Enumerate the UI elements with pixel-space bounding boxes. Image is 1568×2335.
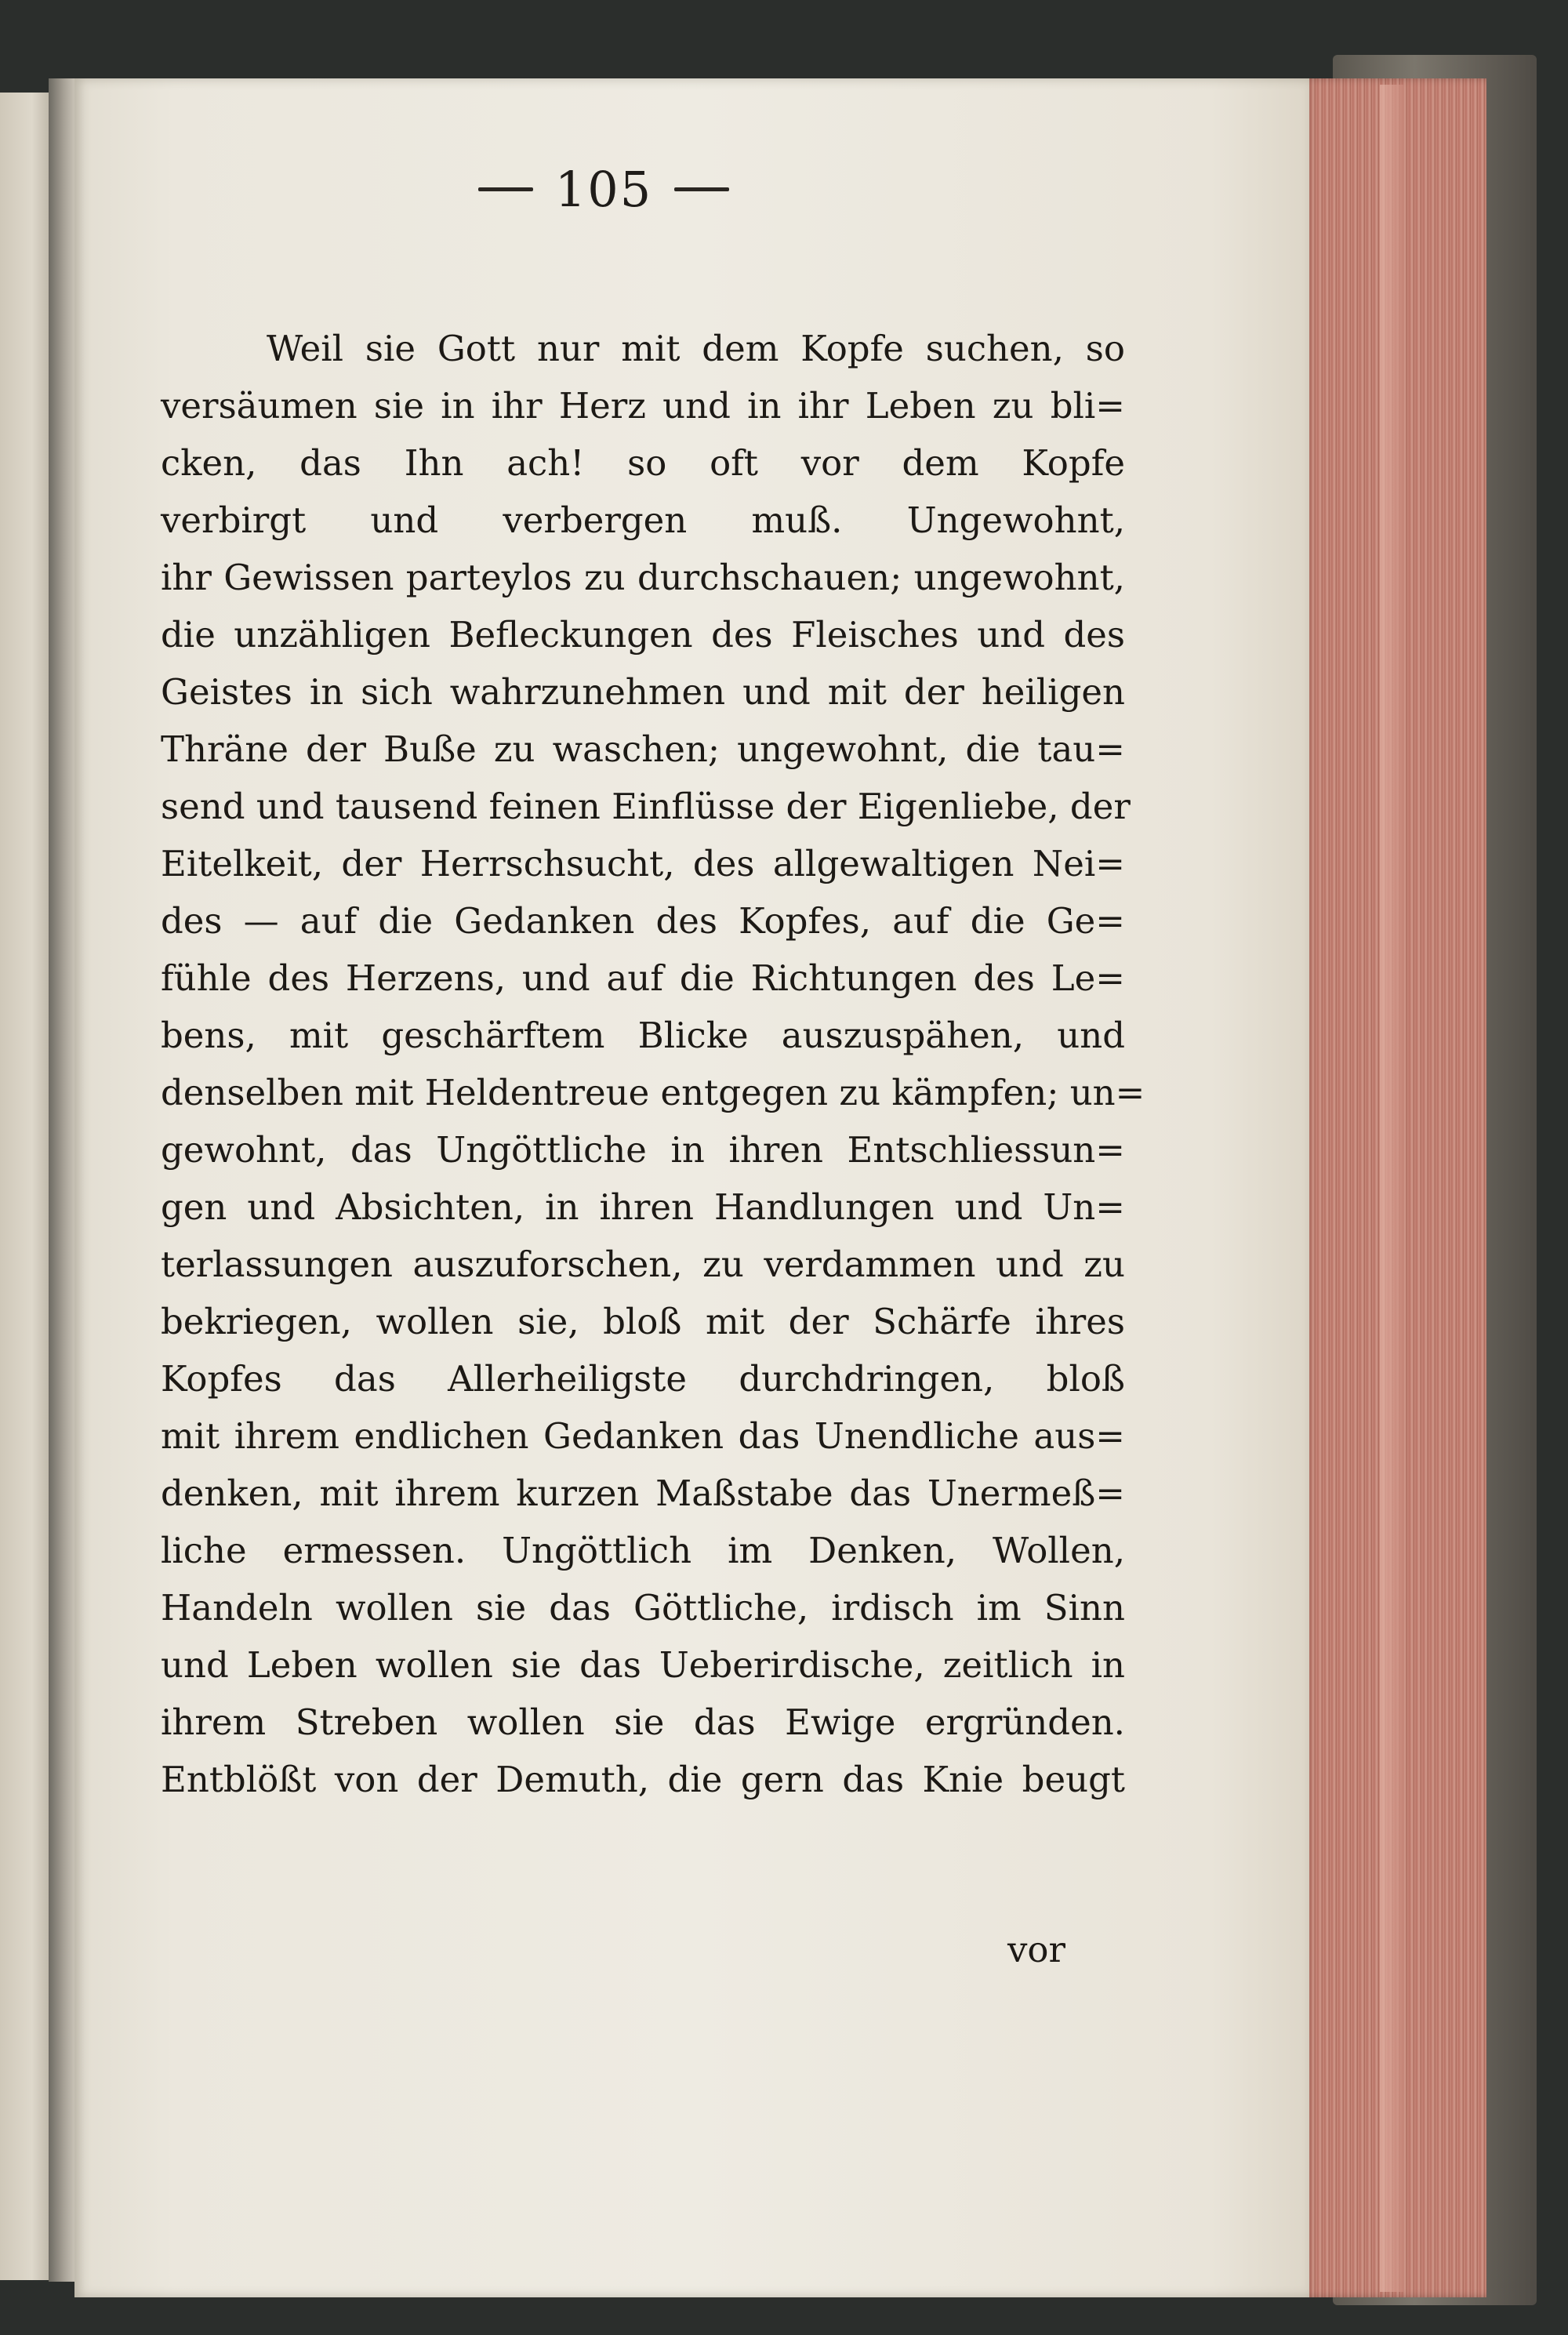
text-line: bekriegen, wollen sie, bloß mit der Schärfe ihres <box>161 1301 1125 1342</box>
catchword: vor <box>1007 1929 1066 1970</box>
text-line: und Leben wollen sie das Ueberirdische, zeitlich in <box>161 1644 1125 1686</box>
text-line: gen und Absichten, in ihren Handlungen und Un= <box>161 1186 1125 1228</box>
text-line: cken, das Ihn ach! so oft vor dem Kopfe <box>161 442 1125 484</box>
header-dash-left <box>478 187 533 191</box>
text-line: Weil sie Gott nur mit dem Kopfe suchen, so <box>267 328 1125 369</box>
page-edges-highlight <box>1380 85 1403 2292</box>
text-line: bens, mit geschärftem Blicke auszuspähen, und <box>161 1015 1125 1056</box>
text-line: Eitelkeit, der Herrschsucht, des allgewaltigen Nei= <box>161 843 1125 884</box>
text-line: Geistes in sich wahrzunehmen und mit der heiligen <box>161 671 1125 713</box>
text-line: Kopfes das Allerheiligste durchdringen, bloß <box>161 1358 1125 1400</box>
text-line: Thräne der Buße zu waschen; ungewohnt, die tau= <box>161 728 1125 770</box>
text-line: Handeln wollen sie das Göttliche, irdisch im Sinn <box>161 1587 1125 1629</box>
text-line: die unzähligen Befleckungen des Fleisches und des <box>161 614 1125 655</box>
text-line: denken, mit ihrem kurzen Maßstabe das Unermeß= <box>161 1473 1125 1514</box>
text-line: verbirgt und verbergen muß. Ungewohnt, <box>161 499 1125 541</box>
header-dash-right <box>674 187 729 191</box>
text-line: fühle des Herzens, und auf die Richtungen des Le= <box>161 957 1125 999</box>
text-line: terlassungen auszuforschen, zu verdammen und zu <box>161 1244 1125 1285</box>
text-line: mit ihrem endlichen Gedanken das Unendliche aus= <box>161 1415 1125 1457</box>
text-line: des — auf die Gedanken des Kopfes, auf die Ge= <box>161 900 1125 942</box>
facing-page-edge <box>0 93 53 2280</box>
text-line: ihrem Streben wollen sie das Ewige ergründen. <box>161 1701 1125 1743</box>
text-line: ihr Gewissen parteylos zu durchschauen; ungewohnt, <box>161 557 1125 598</box>
page-number: 105 <box>554 161 653 218</box>
body-text <box>161 320 1145 1808</box>
text-line: Entblößt von der Demuth, die gern das Knie beugt <box>161 1759 1125 1800</box>
text-line: gewohnt, das Ungöttliche in ihren Entschliessun= <box>161 1129 1125 1171</box>
text-line: denselben mit Heldentreue entgegen zu kämpfen; un= <box>161 1072 1145 1113</box>
page-header <box>439 161 768 218</box>
text-line: send und tausend feinen Einflüsse der Eigenliebe, der <box>161 786 1131 827</box>
text-line: liche ermessen. Ungöttlich im Denken, Wollen, <box>161 1530 1125 1571</box>
text-line: versäumen sie in ihr Herz und in ihr Leben zu bli= <box>161 385 1125 427</box>
